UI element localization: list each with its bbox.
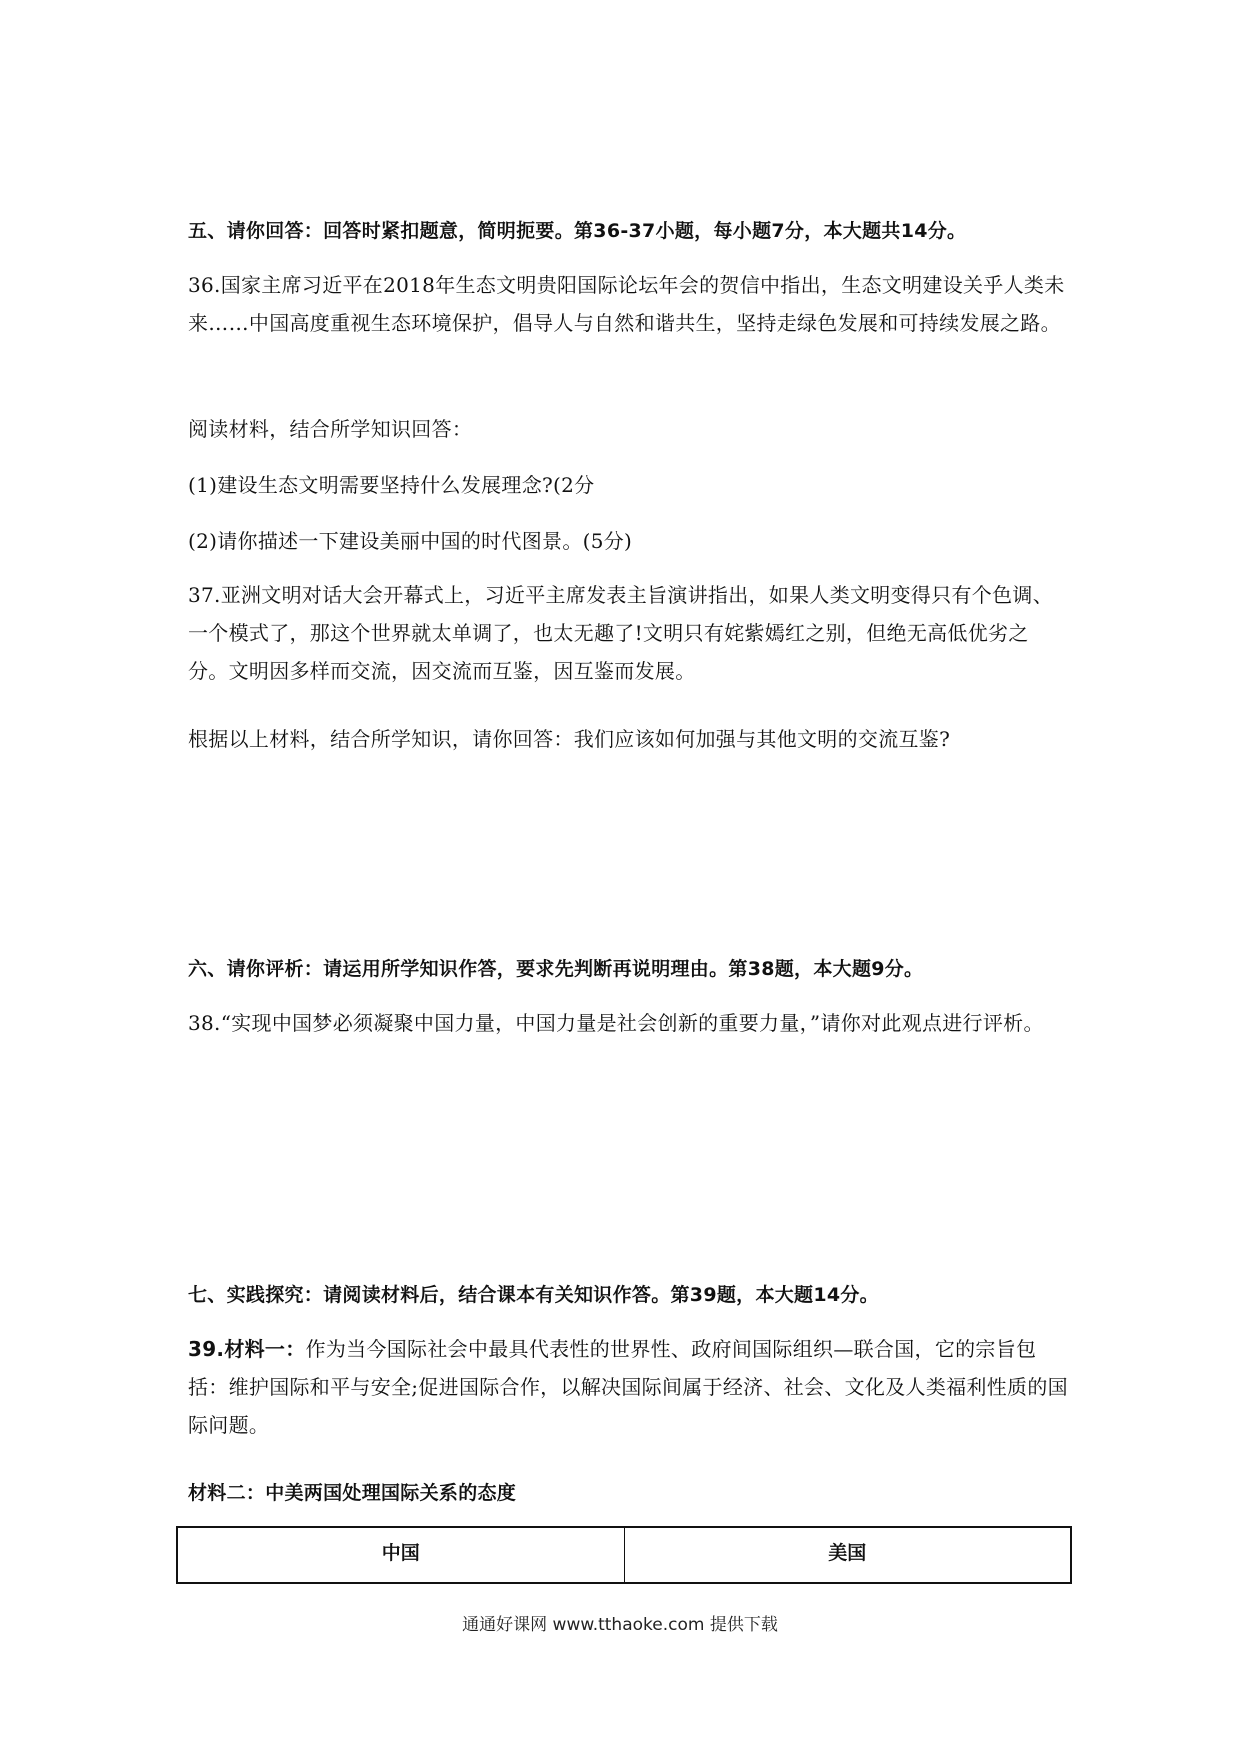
page-footer: 通通好课网 www.tthaoke.com 提供下载 bbox=[462, 1615, 778, 1635]
table-header-usa: 美国 bbox=[624, 1528, 1071, 1582]
table-header-china: 中国 bbox=[381, 1542, 420, 1564]
question-37-prompt: 根据以上材料，结合所学知识，请你回答：我们应该如何加强与其他文明的交流互鉴? bbox=[188, 727, 951, 751]
section5-heading: 五、请你回答：回答时紧扣题意，简明扼要。第36-37小题，每小题7分，本大题共14分。 bbox=[188, 220, 967, 242]
material2-title: 材料二：中美两国处理国际关系的态度 bbox=[188, 1482, 517, 1504]
comparison-table bbox=[176, 1526, 1072, 1584]
question-36-text: 36.国家主席习近平在2018年生态文明贵阳国际论坛年会的贺信中指出，生态文明建设关乎人类未来……中国高度重视生态环境保护，倡导人与自然和谐共生，坚持走绿色发展和可持续发展之路。 bbox=[188, 273, 1065, 335]
question-37-text: 37.亚洲文明对话大会开幕式上，习近平主席发表主旨演讲指出，如果人类文明变得只有个色调、一个模式了，那这个世界就太单调了，也太无趣了!文明只有姹紫嫣红之别，但绝无高低优劣之分。文明因多样而交流，因交流而互鉴，因互鉴而发展。 bbox=[188, 583, 1054, 683]
question-36-sub1: (1)建设生态文明需要坚持什么发展理念?(2分 bbox=[188, 473, 595, 497]
question-36-sub2: (2)请你描述一下建设美丽中国的时代图景。(5分) bbox=[188, 529, 633, 553]
section6-heading: 六、请你评析：请运用所学知识作答，要求先判断再说明理由。第38题，本大题9分。 bbox=[188, 958, 924, 980]
material1-label: 39.材料一： bbox=[188, 1337, 306, 1361]
question-36-prompt: 阅读材料，结合所学知识回答： bbox=[188, 417, 473, 441]
material1-text: 作为当今国际社会中最具代表性的世界性、政府间国际组织—联合国，它的宗旨包括：维护国际和平与安全;促进国际合作，以解决国际间属于经济、社会、文化及人类福利性质的国际问题。 bbox=[188, 1337, 1068, 1437]
section7-heading: 七、实践探究：请阅读材料后，结合课本有关知识作答。第39题，本大题14分。 bbox=[188, 1284, 879, 1306]
question-38-text: 38.“实现中国梦必须凝聚中国力量，中国力量是社会创新的重要力量，”请你对此观点进行评析。 bbox=[188, 1011, 1044, 1035]
question-39-material1 bbox=[188, 1330, 1068, 1444]
